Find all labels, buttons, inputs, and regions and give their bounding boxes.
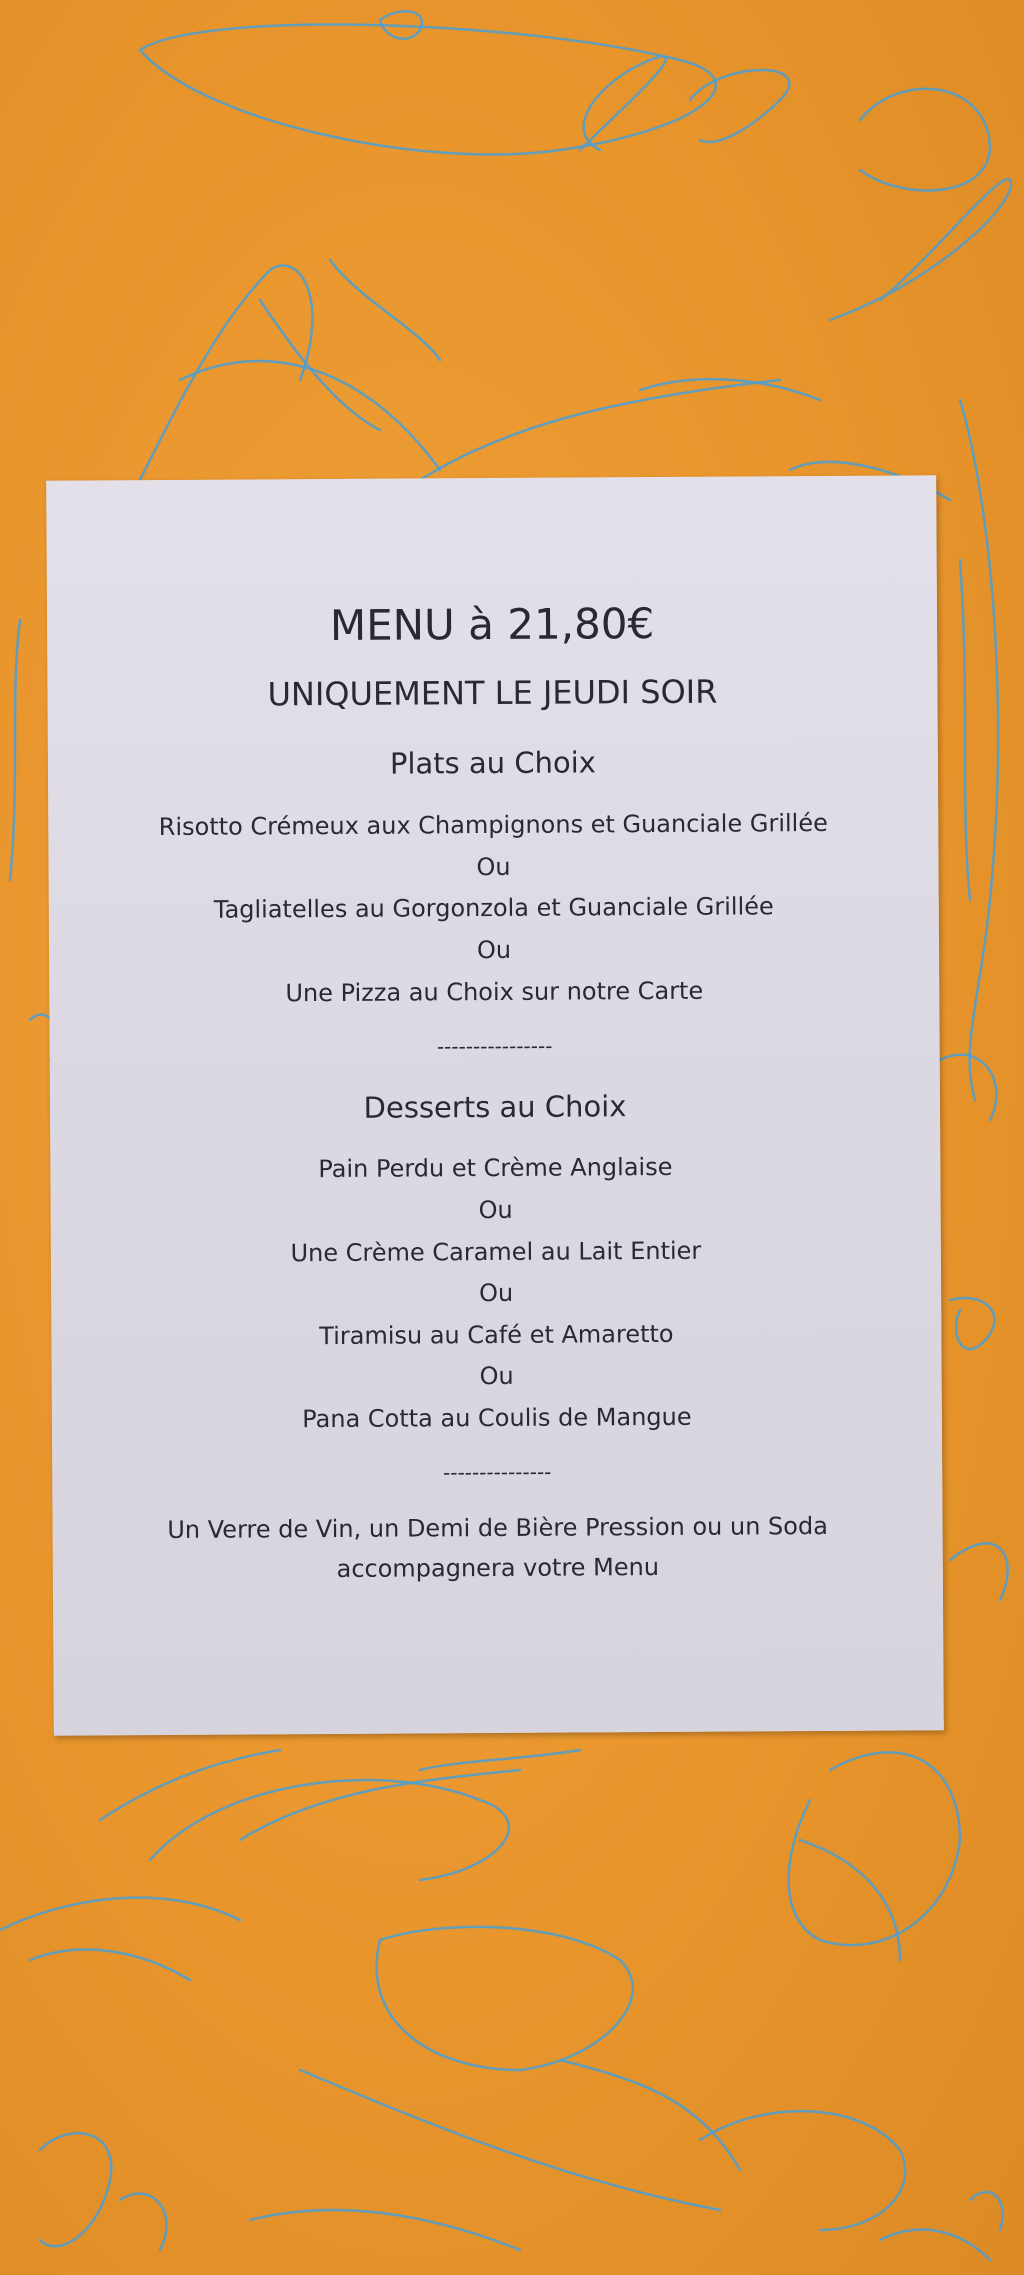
plats-heading: Plats au Choix bbox=[389, 745, 596, 781]
desserts-heading: Desserts au Choix bbox=[363, 1089, 627, 1125]
or-separator: Ou bbox=[478, 1195, 513, 1225]
plat-item: Risotto Crémeux aux Champignons et Guanciale Grillée bbox=[158, 808, 828, 842]
footer-line: Un Verre de Vin, un Demi de Bière Pression ou un Soda bbox=[167, 1511, 828, 1545]
dessert-item: Une Crème Caramel au Lait Entier bbox=[290, 1236, 702, 1268]
menu-sheet bbox=[46, 475, 944, 1735]
or-separator: Ou bbox=[476, 935, 512, 965]
or-separator: Ou bbox=[479, 1361, 514, 1391]
dash-separator: ---------------- bbox=[436, 1033, 553, 1059]
or-separator: Ou bbox=[476, 852, 511, 882]
plat-item: Tagliatelles au Gorgonzola et Guanciale Grillée bbox=[213, 892, 774, 924]
plat-item: Une Pizza au Choix sur notre Carte bbox=[285, 976, 704, 1008]
dessert-item: Tiramisu au Café et Amaretto bbox=[319, 1319, 674, 1351]
dessert-item: Pana Cotta au Coulis de Mangue bbox=[302, 1402, 692, 1434]
footer-line: accompagnera votre Menu bbox=[336, 1553, 660, 1583]
menu-title: MENU à 21,80€ bbox=[329, 599, 655, 650]
dash-separator: --------------- bbox=[443, 1459, 552, 1485]
dessert-item: Pain Perdu et Crème Anglaise bbox=[318, 1152, 673, 1184]
menu-subtitle: UNIQUEMENT LE JEUDI SOIR bbox=[267, 672, 718, 714]
or-separator: Ou bbox=[478, 1278, 514, 1308]
